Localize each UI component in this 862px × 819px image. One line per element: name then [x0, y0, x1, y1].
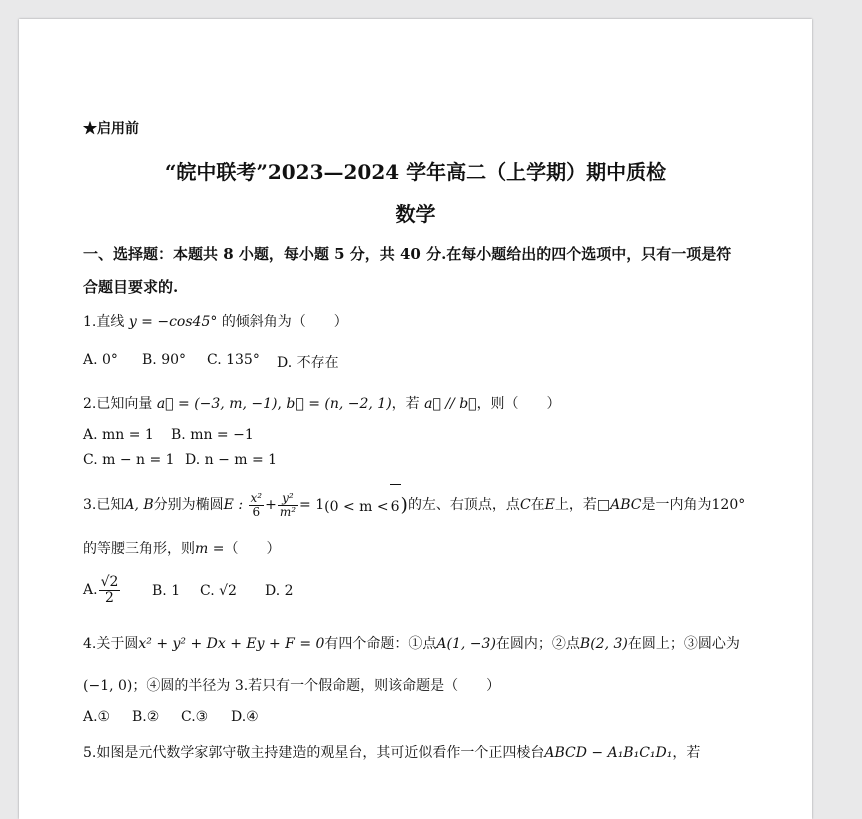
- q1-option-a: A. 0°: [83, 352, 118, 368]
- q3-angle: 120°: [711, 497, 746, 513]
- question-1: [83, 311, 348, 331]
- q4-option-b: B.②: [132, 709, 160, 725]
- section-heading-line2: 合题目要求的.: [83, 278, 179, 296]
- q1-option-d: D. 不存在: [277, 355, 339, 371]
- q3-option-d: D. 2: [265, 583, 294, 599]
- q1-expression: y = −cos45°: [128, 314, 218, 330]
- q4-text3: 在圆上；③圆心为: [627, 636, 740, 652]
- q3-line2: [83, 538, 280, 558]
- q3-plus: +: [265, 497, 277, 513]
- q4-text2: 在圆内；②点: [495, 636, 580, 652]
- q4-line2: [83, 675, 500, 695]
- q3-points: A, B: [124, 497, 154, 513]
- q4-option-a: A.①: [83, 709, 111, 725]
- exam-title: “皖中联考”2023—2024 学年高二（上学期）期中质检: [164, 160, 667, 184]
- q5-frustum: ABCD − A₁B₁C₁D₁: [544, 745, 673, 761]
- q2-vector-a: a⃗ = (−3, m, −1): [156, 396, 278, 412]
- q4-point-a: A(1, −3): [436, 636, 496, 652]
- q3-text2: 的左、右顶点，点: [407, 497, 520, 513]
- q3-text3: 在: [530, 497, 545, 513]
- question-5: [83, 742, 700, 762]
- subject-title: 数学: [395, 202, 436, 226]
- q3-point-c: C: [519, 497, 531, 513]
- q3-option-a: A. $\frac{√2}{2}$: [83, 573, 119, 606]
- q2-option-d: D. n − m = 1: [185, 452, 278, 468]
- q3-range: (0 < m < 6): [324, 494, 408, 516]
- q2-condition: a⃗ // b⃗: [424, 396, 477, 412]
- q3-option-a-fraction: $\frac{√2}{2}$: [100, 573, 119, 606]
- q3-sqrt: 6: [390, 484, 401, 529]
- q4-prefix: 4.关于圆: [83, 636, 139, 652]
- q1-suffix: 的倾斜角为（ ）: [221, 314, 348, 330]
- q3-text4: 上，若: [554, 497, 597, 513]
- question-3: [83, 483, 745, 529]
- q3-text1: 分别为椭圆: [153, 497, 224, 513]
- q4-circle-equation: x² + y² + Dx + Ey + F = 0: [138, 636, 325, 652]
- q3-prefix: 3.已知: [83, 497, 125, 513]
- q3-text5: 是一内角为: [641, 497, 712, 513]
- q5-tail: ，若: [672, 745, 701, 761]
- q5-text: 5.如图是元代数学家郭守敬主持建造的观星台，其可近似看作一个正四棱台: [83, 745, 545, 761]
- q3-blank: （ ）: [224, 541, 281, 557]
- q1-option-c: C. 135°: [207, 352, 260, 368]
- question-4: [83, 633, 740, 653]
- q3-fraction-x: $\frac{\text{x²}}{6}$: [250, 490, 263, 519]
- q4-option-c: C.③: [181, 709, 209, 725]
- q2-vector-b: b⃗ = (n, −2, 1): [286, 396, 392, 412]
- q3-ellipse-name: E :: [223, 497, 244, 513]
- q2-option-b: B. mn = −1: [171, 427, 254, 443]
- q3-ellipse-ref: E: [544, 497, 555, 513]
- q2-prefix: 2.已知向量: [83, 396, 153, 412]
- q3-line2-text: 的等腰三角形，则: [83, 541, 195, 557]
- q2-mid: ，若: [391, 396, 420, 412]
- q1-option-b: B. 90°: [142, 352, 187, 368]
- q3-triangle: □ABC: [596, 497, 642, 513]
- q2-option-a: A. mn = 1: [83, 427, 154, 443]
- q3-option-b: B. 1: [152, 583, 181, 599]
- q3-m-equals: m =: [195, 541, 225, 557]
- q2-suffix: ，则（ ）: [476, 396, 561, 412]
- q1-prefix: 1.直线: [83, 314, 125, 330]
- q4-center-coords: (−1, 0): [83, 678, 133, 694]
- q4-text1: 有四个命题：①点: [324, 636, 437, 652]
- q4-option-d: D.④: [231, 709, 259, 725]
- document-page: [19, 19, 812, 819]
- q3-equals: = 1: [299, 497, 325, 513]
- question-2: 2.已知向量 a⃗ = (−3, m, −1), b⃗ = (n, −2, 1)，若 a⃗ // b⃗，则（ ）: [83, 396, 561, 412]
- q2-option-c: C. m − n = 1: [83, 452, 175, 468]
- section-heading-line1: 一、选择题：本题共 8 小题，每小题 5 分，共 40 分.在每小题给出的四个选项中，只有一项是符: [83, 245, 732, 263]
- confidential-mark: ★启用前: [83, 121, 139, 137]
- q3-fraction-y: $\frac{\text{y²}}{\text{m²}}$: [279, 490, 297, 519]
- q4-point-b: B(2, 3): [579, 636, 628, 652]
- q4-line2-text: ；④圆的半径为 3.若只有一个假命题，则该命题是（ ）: [132, 678, 501, 694]
- q3-option-c: C. √2: [200, 583, 237, 599]
